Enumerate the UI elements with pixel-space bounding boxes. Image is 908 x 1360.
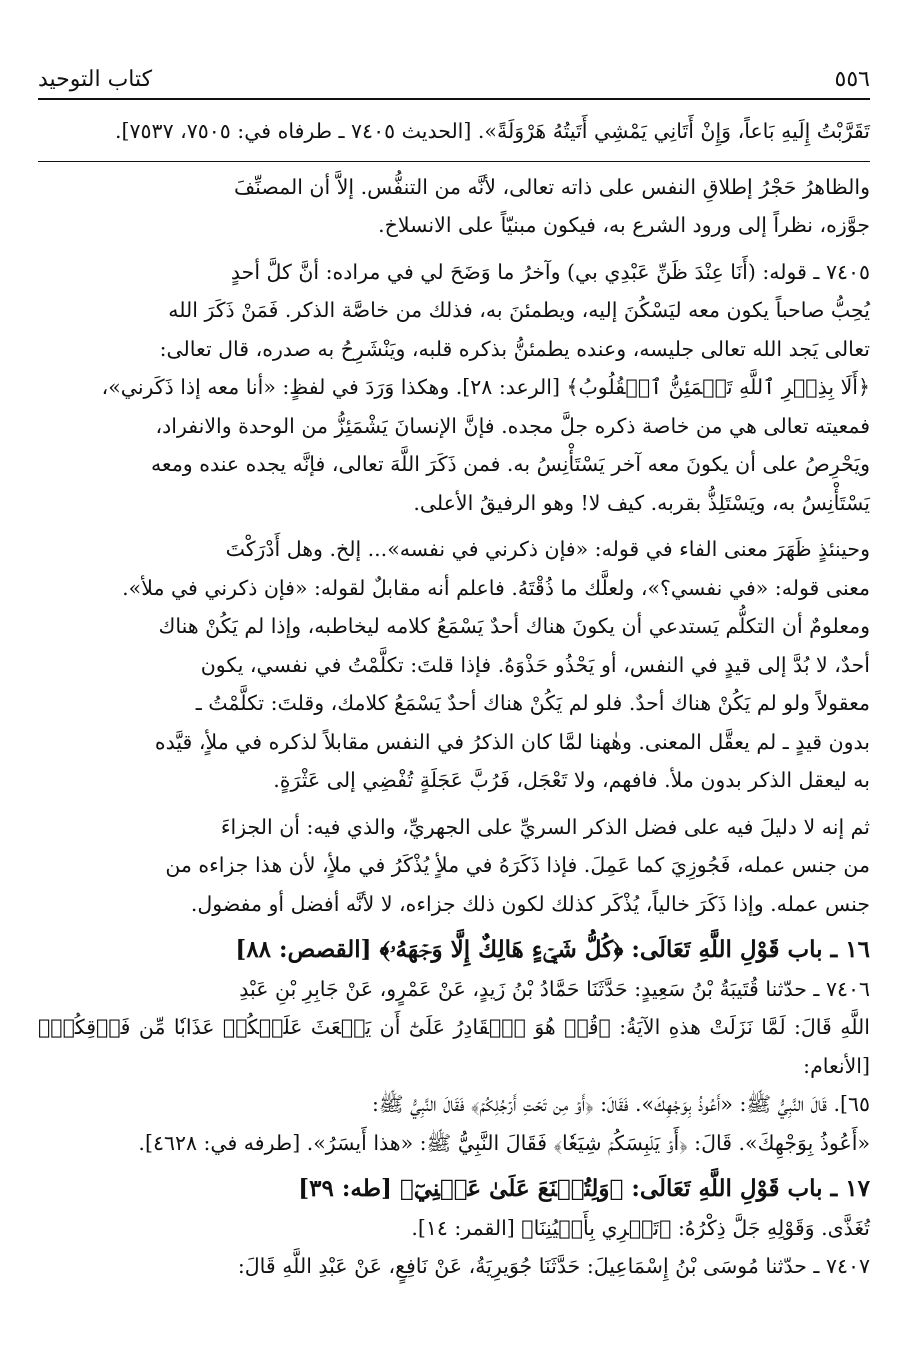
text-line: معقولاً ولو لم يَكُنْ هناك أحدٌ. فلو لم يَكُنْ هناك أحدٌ يَسْمَعُ كلامك، وقلتَ: تكلَّمْتُ ـ [195,691,870,715]
text-line: والظاهرُ حَجْرُ إطلاقِ النفس على ذاته تعالى، لأنَّه من التنفُّس. إلاَّ أن المصنِّفَ [233,174,870,199]
text-line: ويَحْرِصُ على أن يكونَ معه آخر يَسْتَأْنِسُ به. فمن ذَكَرَ اللَّهَ تعالى، فإنَّه يجده عنده ومعه [150,452,870,476]
text-line: جنس عمله. وإذا ذَكَرَ خالياً، يُذْكَر كذلك لكون ذلك جزاءه، لا لأنَّه أفضل أو مفضول. [190,891,870,916]
text-line: بدون قيدٍ ـ لم يعقَّل المعنى. وهٰهنا لمَّا كان الذكرُ في النفس مقابلاً لذكره في ملأٍ، قيَّده [154,729,870,754]
text-line: جوَّزه، نظراً إلى ورود الشرع به، فيكون مبنيّاً على الانسلاخ. [378,213,870,237]
text-line: «أَعُوذُ بِوَجْهِكَ». قَالَ: ﴿أَوۡ يَلۡبِسَكُمۡ شِيَعٗا﴾ فَقَالَ النَّبِيُّ ﷺ: «هذا أَيسَرُ». [طرفه في: ٤٦٢٨]. [138,1130,870,1155]
divider [38,161,870,162]
text-line: أحدٌ، لا بُدَّ إلى قيدٍ في النفس، أو يَحْذُو حَذْوَهُ. فإذا قلتَ: تكلَّمْتُ في نفسي، يكون [200,652,870,677]
text-line: ثم إنه لا دليلَ فيه على فضل الذكر السريِّ على الجهريِّ، والذي فيه: أن الجزاءَ [220,814,870,839]
text-line: ٧٤٠٧ ـ حدّثنا مُوسَى بْنُ إِسْمَاعِيلَ: حَدَّثَنَا جُوَيرِيَةُ، عَنْ نَافِعٍ، عَنْ عَبْدِ اللَّهِ قَالَ: [237,1254,870,1278]
text-line: ٦٥]. قَالَ النَّبِيُّ ﷺ: «أَعُوذُ بِوَجْهِكَ». فَقَالَ: ﴿أَوۡ مِن تَحۡتِ أَرۡجُلِكُمۡ﴾ فَقَالَ النَّبِيُّ ﷺ: [371,1092,870,1116]
text-line: فمعيته تعالى هي من خاصة ذكره جلَّ مجده. فإنَّ الإنسانَ يَشْمَئِزُّ من الوحدة والانفراد، [155,413,870,438]
book-title: كتاب التوحيد [38,67,153,92]
text-line: ومعلومٌ أن التكلُّم يَستدعي أن يكونَ هناك أحدٌ يَسْمَعُ كلامه ليخاطبه، وإذا لم يَكُنْ هناك [158,614,870,638]
text-line: ٧٤٠٥ ـ قوله: (أَنَا عِنْدَ ظَنِّ عَبْدِي بي) وآخرُ ما وَضَحَ لي في مراده: أنَّ كلَّ أحدٍ [230,259,870,284]
text-line: يَسْتَأْنِسُ به، ويَسْتَلِذُّ بقربه. كيف لا! وهو الرفيقُ الأعلى. [413,490,870,515]
page-body [38,112,870,1286]
text-line: معنى قوله: «في نفسي؟»، ولعلَّك ما ذُقْتَهُ. فاعلم أنه مقابلٌ لقوله: «فإن ذكرني في ملأ». [122,575,870,600]
text-line: تعالى يَجد الله تعالى جليسه، وعنده يطمئنُّ بذكره قلبه، ويَنْشَرِحُ به صدره، قال تعالى: [159,336,870,361]
text-line: ﴿أَلَا بِذِكۡرِ ٱللَّهِ تَطۡمَئِنُّ ٱلۡقُلُوبُ﴾ [الرعد: ٢٨]. وهكذا وَرَدَ في لفظٍ: «أنا معه إذا ذَكَرني»، [101,375,870,399]
chapter-heading: ١٧ ـ باب قَوْلِ اللَّهِ تَعَالَى: ﴿وَلِتُصۡنَعَ عَلَىٰ عَيۡنِيٓ﴾ [طه: ٣٩] [298,1175,870,1202]
text-line: اللَّهِ قَالَ: لَمَّا نَزَلَتْ هذهِ الآيَةُ: ﴿قُلۡ هُوَ ٱلۡقَادِرُ عَلَىٰٓ أَن يَبۡعَثَ عَلَيۡكُمۡ عَذَابٗا مِّن فَوۡقِكُمۡ﴾ [الأنعام: [38,1015,870,1078]
chapter-heading: ١٦ ـ باب قَوْلِ اللَّهِ تَعَالَى: ﴿كُلُّ شَيۡءٍ هَالِكٌ إِلَّا وَجۡهَهُۥ﴾ [القصص: ٨٨] [235,936,870,963]
page-number: ٥٥٦ [834,67,870,92]
text-line: من جنس عمله، فَجُوزِيَ كما عَمِلَ. فإذا ذَكَرَهُ في ملأٍ يُذْكَرُ في ملأٍ، لأن هذا جزاءه من [165,853,870,877]
text-line: تَقَرَّبْتُ إِلَيهِ بَاعاً، وَإِنْ أَتَانِي يَمْشِي أَتَيتُهُ هَرْوَلَةً». [الحديث ٧٤٠٥ ـ طرفاه في: ٧٥٠٥، ٧٥٣٧]. [115,119,870,143]
text-line: يُحِبُّ صاحباً يكون معه ليَسْكُنَ إليه، ويطمئنَ به، فذلك من خاصَّة الذكر. فَمَنْ ذَكَرَ الله [168,298,870,322]
text-line: وحينئذٍ ظَهَرَ معنى الفاء في قوله: «فإن ذكرني في نفسه»... إلخ. وهل أَدْرَكْتَ [225,537,870,561]
text-line: به ليعقل الذكر بدون ملأ. فافهم، ولا تَعْجَل، فَرُبَّ عَجَلَةٍ تُفْضِي إلى عَثْرَةٍ. [273,768,870,792]
text-line: تُغَذَّى. وَقَوْلِهِ جَلَّ ذِكْرُهُ: ﴿تَجۡرِي بِأَعۡيُنِنَا﴾ [القمر: ١٤]. [411,1215,870,1240]
page-header [38,52,870,100]
text-line: ٧٤٠٦ ـ حدّثنا قُتَيبَةُ بْنُ سَعِيدٍ: حَدَّثَنَا حَمَّادُ بْنُ زَيدٍ، عَنْ عَمْرٍو، عَنْ جَابِرِ بْنِ عَبْدِ [239,976,870,1001]
